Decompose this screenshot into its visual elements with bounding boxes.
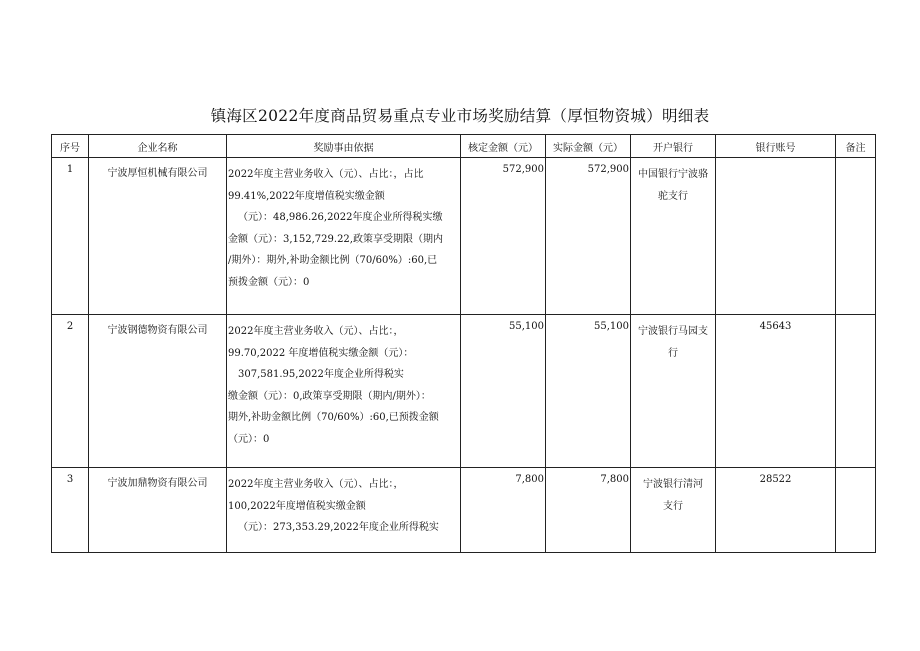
basis-line: /期外）：期外,补助金额比例（70/60%）:60,已: [228, 255, 438, 266]
remarks-cell: [836, 158, 876, 315]
actual-amount: 572,900: [546, 158, 631, 315]
basis-line: 307,581.95,2022年度企业所得税实: [238, 369, 404, 380]
basis-line: （元）：273,353.29,2022年度企业所得税实: [238, 522, 439, 533]
header-approved: 核定金额（元）: [461, 135, 546, 158]
company-name: 宁波厚恒机械有限公司: [89, 158, 227, 315]
bank-line: 宁波银行马园支: [638, 326, 708, 337]
header-no: 序号: [52, 135, 89, 158]
header-basis: 奖励事由依据: [227, 135, 461, 158]
document-title: 镇海区2022年度商品贸易重点专业市场奖励结算（厚恒物资城）明细表: [210, 107, 710, 125]
reward-table: [51, 134, 876, 553]
bank-line: 驼支行: [658, 191, 688, 202]
basis-line: （元）：48,986.26,2022年度企业所得税实缴: [238, 212, 443, 223]
basis-line: 金额（元）：3,152,729.22,政策享受期限（期内: [228, 233, 443, 245]
bank-account: [716, 158, 836, 315]
basis-line: 缴金额（元）：0,政策享受期限（期内/期外）：: [228, 390, 431, 402]
basis-line: 99.41%,2022年度增值税实缴金额: [228, 190, 385, 202]
actual-amount: 7,800: [546, 468, 631, 553]
basis-line: 预拨金额（元）：0: [228, 276, 310, 288]
basis-line: 99.70,2022 年度增值税实缴金额（元）：: [228, 347, 414, 359]
remarks-cell: [836, 468, 876, 553]
remarks-cell: [836, 315, 876, 468]
basis-line: （元）：0: [228, 433, 270, 445]
bank-account: 45643: [716, 315, 836, 468]
header-account: 银行账号: [716, 135, 836, 158]
company-name: 宁波钢德物资有限公司: [89, 315, 227, 468]
bank-name: [631, 315, 716, 468]
approved-amount: 572,900: [461, 158, 546, 315]
bank-line: 行: [668, 348, 678, 359]
table-row: [52, 315, 876, 468]
reward-basis: [227, 468, 461, 553]
basis-line: 期外,补助金额比例（70/60%）:60,已预拨金额: [228, 412, 439, 423]
bank-line: 支行: [663, 501, 683, 512]
approved-amount: 55,100: [461, 315, 546, 468]
table-row: [52, 468, 876, 553]
basis-line: 2022年度主营业务收入（元）、占比：，占比: [228, 169, 424, 180]
reward-basis: [227, 158, 461, 315]
basis-line: 2022年度主营业务收入（元）、占比：，: [228, 479, 404, 490]
header-row: [52, 135, 876, 158]
row-no: 1: [52, 158, 89, 315]
bank-line: 宁波银行清河: [643, 479, 703, 490]
table-row: [52, 158, 876, 315]
company-name: 宁波加鼎物资有限公司: [89, 468, 227, 553]
header-bank: 开户银行: [631, 135, 716, 158]
row-no: 3: [52, 468, 89, 553]
basis-line: 2022年度主营业务收入（元）、占比：，: [228, 326, 404, 337]
actual-amount: 55,100: [546, 315, 631, 468]
basis-line: 100,2022年度增值税实缴金额: [228, 500, 366, 512]
reward-basis: [227, 315, 461, 468]
bank-account: 28522: [716, 468, 836, 553]
row-no: 2: [52, 315, 89, 468]
bank-name: [631, 468, 716, 553]
approved-amount: 7,800: [461, 468, 546, 553]
bank-name: [631, 158, 716, 315]
header-remarks: 备注: [836, 135, 876, 158]
header-actual: 实际金额（元）: [546, 135, 631, 158]
bank-line: 中国银行宁波骆: [638, 169, 708, 180]
header-name: 企业名称: [89, 135, 227, 158]
